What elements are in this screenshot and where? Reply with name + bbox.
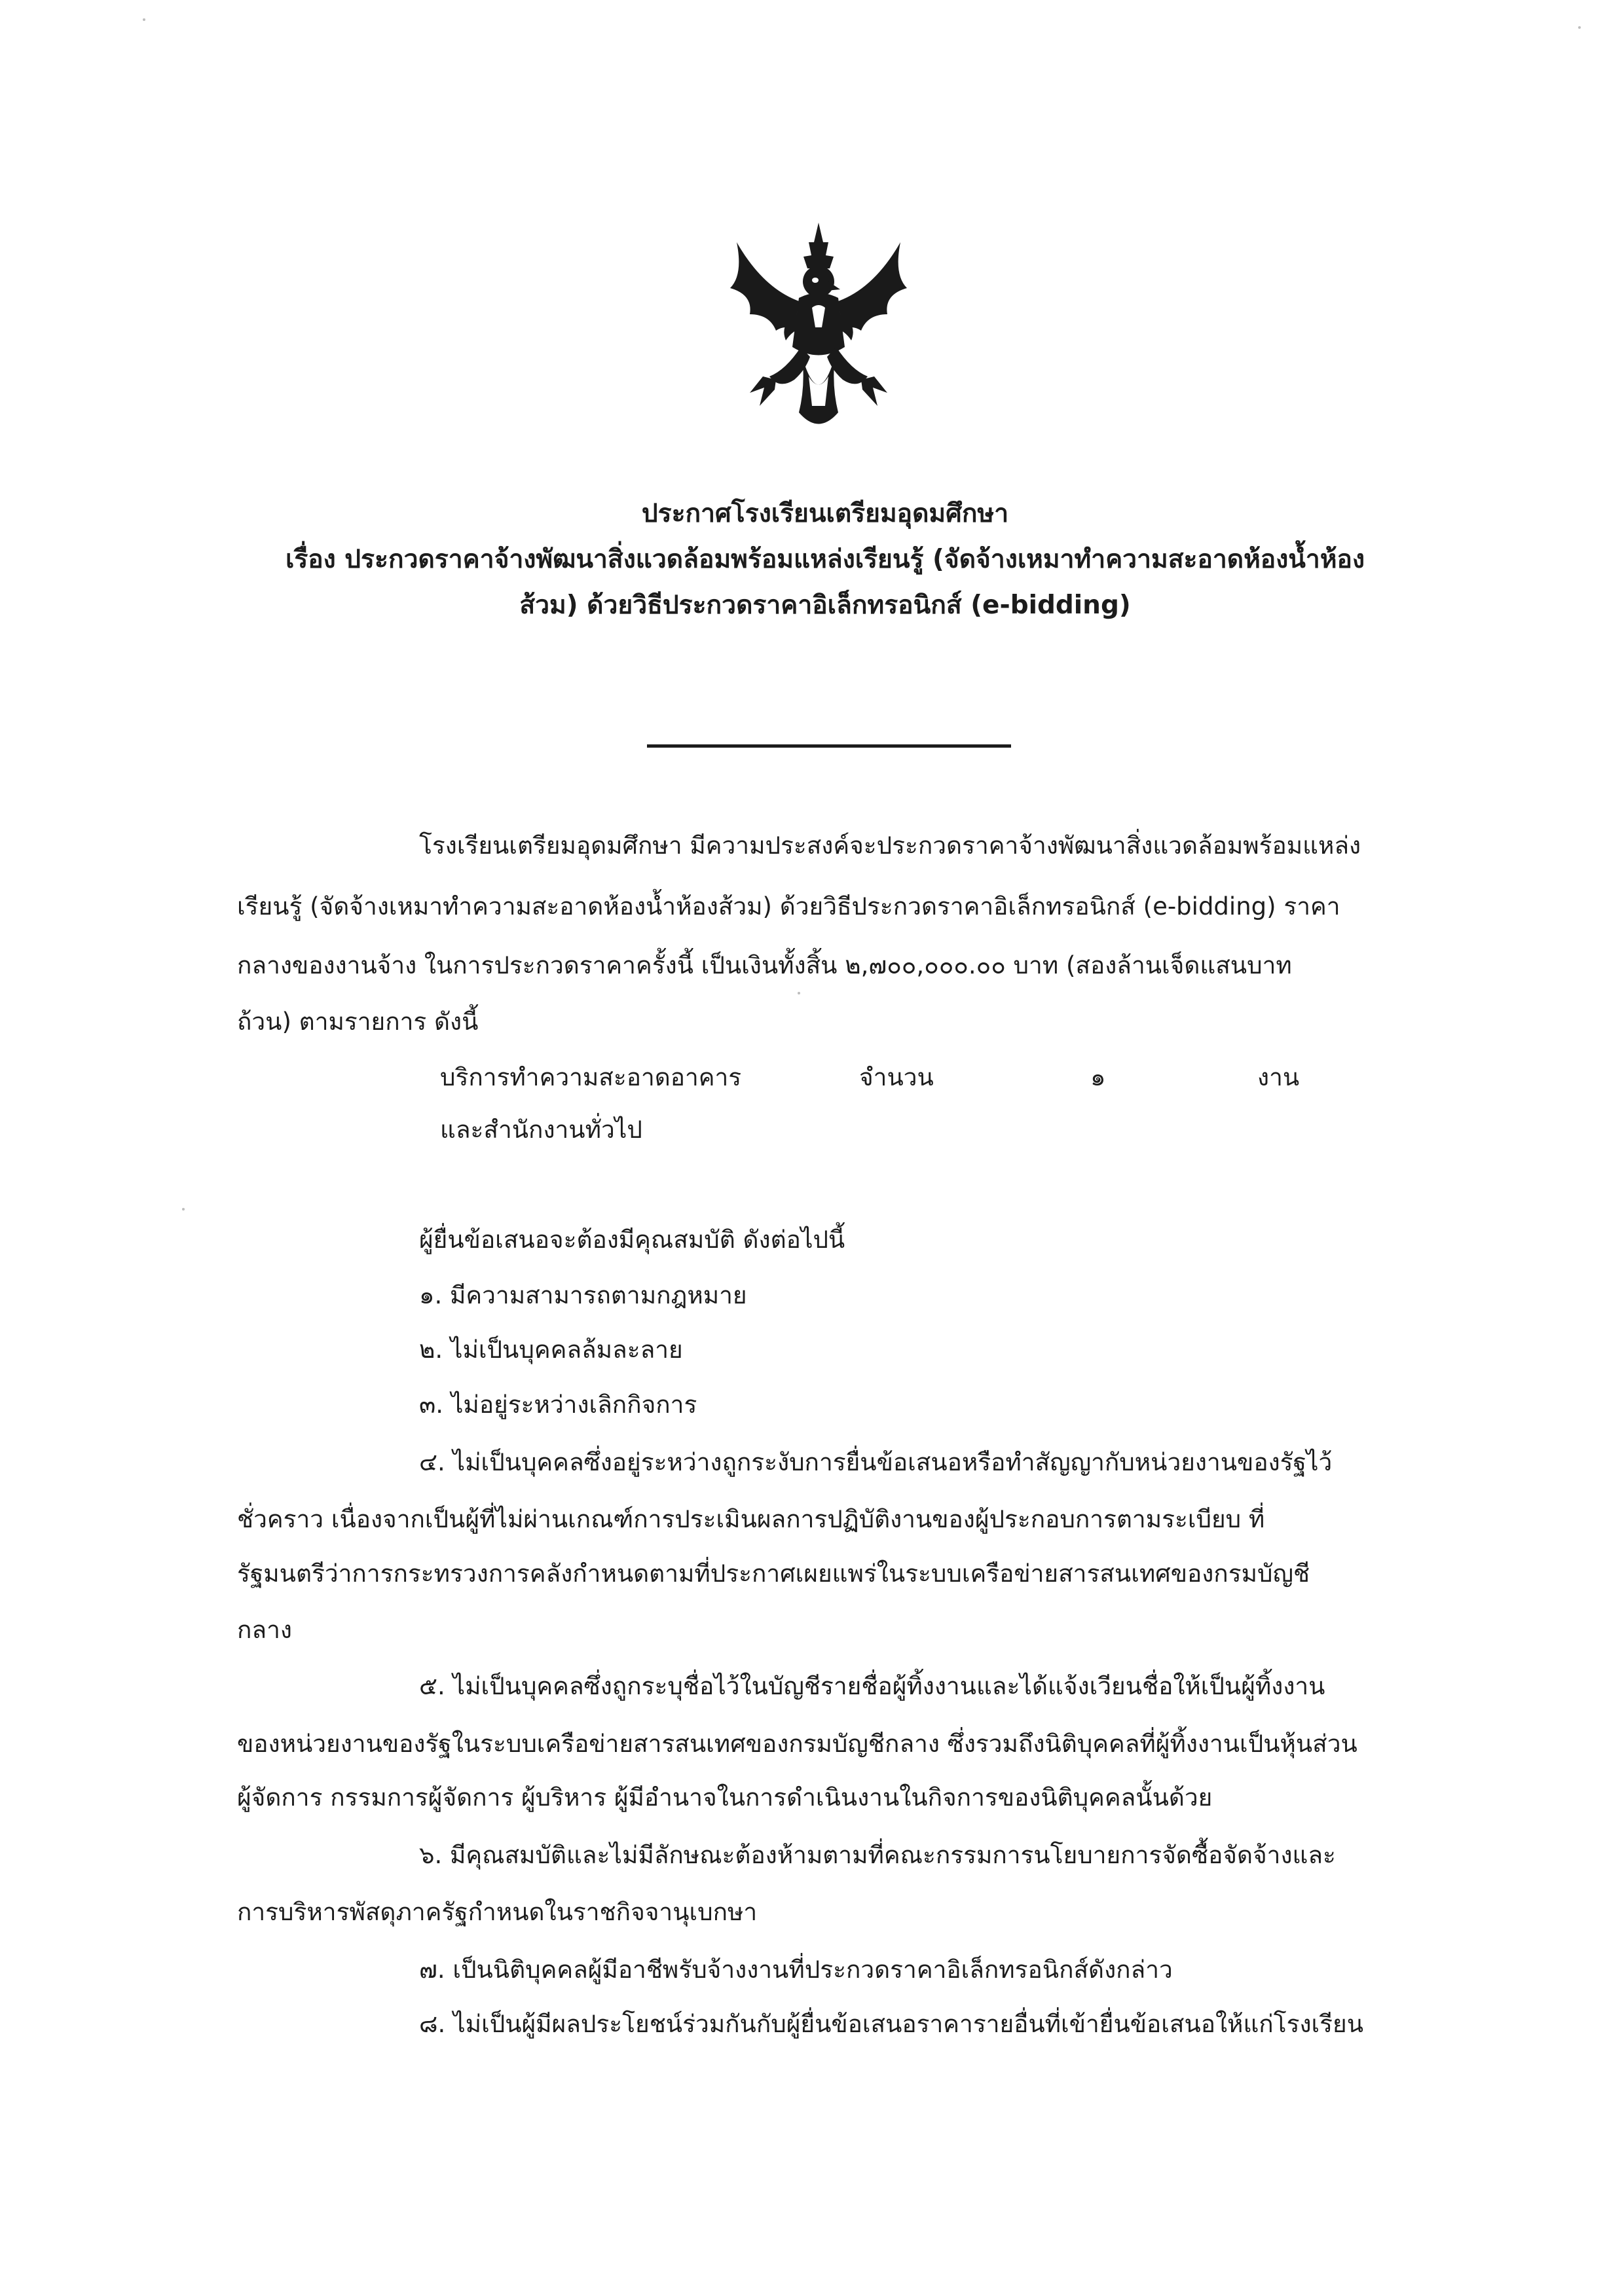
intro-line-2: เรียนรู้ (จัดจ้างเหมาทำความสะอาดห้องน้ำห้องส้วม) ด้วยวิธีประกวดราคาอิเล็กทรอนิกส์ (e-bidding) ราคา [237, 892, 1340, 920]
garuda-emblem-icon [724, 216, 913, 439]
heading-line-1: ประกาศโรงเรียนเตรียมอุดมศึกษา [641, 499, 1009, 528]
announcement-heading [236, 491, 1414, 629]
intro-line-3: กลางของงานจ้าง ในการประกวดราคาครั้งนี้ เป็นเงินทั้งสิ้น ๒,๗๐๐,๐๐๐.๐๐ บาท (สองล้านเจ็ดแสนบาท [237, 951, 1292, 979]
qualification-3: ๓. ไม่อยู่ระหว่างเลิกกิจการ [419, 1391, 697, 1419]
qualification-4-line-4: กลาง [237, 1616, 292, 1644]
heading-line-2: เรื่อง ประกวดราคาจ้างพัฒนาสิ่งแวดล้อมพร้อมแหล่งเรียนรู้ (จัดจ้างเหมาทำความสะอาดห้องน้ำห้อง [285, 545, 1365, 574]
scan-speck [798, 992, 800, 994]
qualification-5-line-2: ของหน่วยงานของรัฐในระบบเครือข่ายสารสนเทศของกรมบัญชีกลาง ซึ่งรวมถึงนิติบุคคลที่ผู้ทิ้งงานเป็นหุ้นส่วน [237, 1730, 1357, 1758]
scan-speck [143, 18, 145, 21]
item-quantity-label: จำนวน [859, 1063, 934, 1091]
qualification-6-line-1: ๖. มีคุณสมบัติและไม่มีลักษณะต้องห้ามตามที่คณะกรรมการนโยบายการจัดซื้อจัดจ้างและ [419, 1841, 1336, 1869]
heading-divider [647, 744, 1011, 748]
qualification-6-line-2: การบริหารพัสดุภาครัฐกำหนดในราชกิจจานุเบกษา [237, 1898, 758, 1926]
qualification-2: ๒. ไม่เป็นบุคคลล้มละลาย [419, 1336, 683, 1364]
intro-line-4: ถ้วน) ตามรายการ ดังนี้ [237, 1008, 479, 1036]
item-unit: งาน [1257, 1063, 1300, 1091]
heading-line-3: ส้วม) ด้วยวิธีประกวดราคาอิเล็กทรอนิกส์ (e-bidding) [519, 591, 1131, 620]
scan-speck [182, 1208, 185, 1211]
qualifications-heading: ผู้ยื่นข้อเสนอจะต้องมีคุณสมบัติ ดังต่อไปนี้ [419, 1226, 845, 1254]
item-quantity: ๑ [1090, 1063, 1106, 1091]
qualification-4-line-1: ๔. ไม่เป็นบุคคลซึ่งอยู่ระหว่างถูกระงับการยื่นข้อเสนอหรือทำสัญญากับหน่วยงานของรัฐไว้ [419, 1448, 1333, 1476]
qualification-5-line-3: ผู้จัดการ กรรมการผู้จัดการ ผู้บริหาร ผู้มีอำนาจในการดำเนินงานในกิจการของนิติบุคคลนั้นด้วย [237, 1783, 1213, 1812]
scan-speck [1578, 26, 1581, 29]
qualification-8: ๘. ไม่เป็นผู้มีผลประโยชน์ร่วมกันกับผู้ยื่นข้อเสนอราคารายอื่นที่เข้ายื่นข้อเสนอให้แก่โรงเรียน [419, 2010, 1364, 2038]
qualification-7: ๗. เป็นนิติบุคคลผู้มีอาชีพรับจ้างงานที่ประกวดราคาอิเล็กทรอนิกส์ดังกล่าว [419, 1956, 1173, 1984]
intro-line-1: โรงเรียนเตรียมอุดมศึกษา มีความประสงค์จะประกวดราคาจ้างพัฒนาสิ่งแวดล้อมพร้อมแหล่ง [419, 831, 1361, 860]
item-name-line-1: บริการทำความสะอาดอาคาร [440, 1063, 742, 1091]
qualification-1: ๑. มีความสามารถตามกฎหมาย [419, 1281, 747, 1309]
qualification-4-line-2: ชั่วคราว เนื่องจากเป็นผู้ที่ไม่ผ่านเกณฑ์การประเมินผลการปฏิบัติงานของผู้ประกอบการตามระเบียบ ที่ [237, 1505, 1265, 1533]
qualification-4-line-3: รัฐมนตรีว่าการกระทรวงการคลังกำหนดตามที่ประกาศเผยแพร่ในระบบเครือข่ายสารสนเทศของกรมบัญชี [237, 1559, 1310, 1588]
item-name-line-2: และสำนักงานทั่วไป [440, 1116, 642, 1144]
qualification-5-line-1: ๕. ไม่เป็นบุคคลซึ่งถูกระบุชื่อไว้ในบัญชีรายชื่อผู้ทิ้งงานและได้แจ้งเวียนชื่อให้เป็นผู้ทิ้งงาน [419, 1672, 1325, 1700]
